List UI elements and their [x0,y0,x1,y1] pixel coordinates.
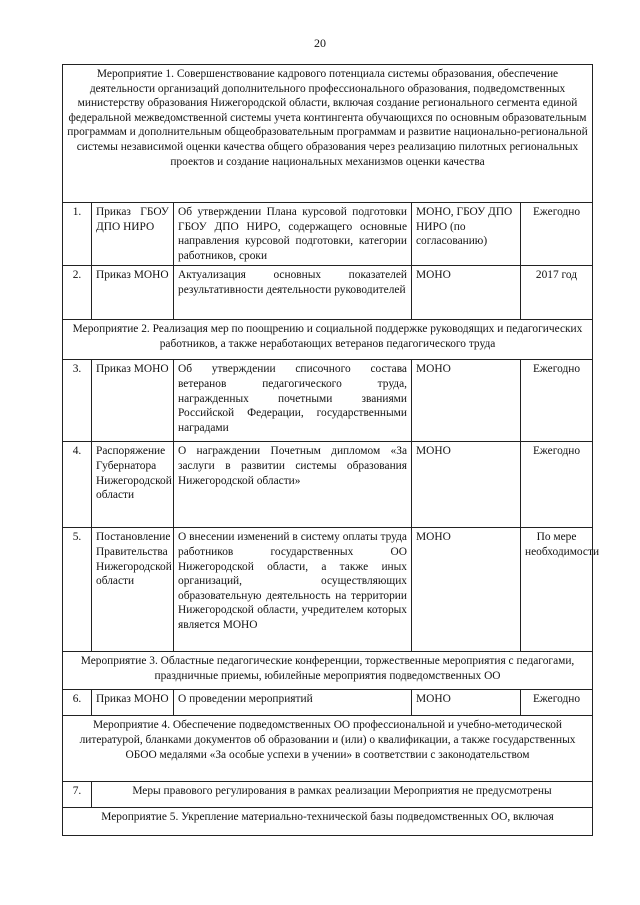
row-document-type: Приказ МОНО [92,690,174,716]
row-document-type: Постановление Правительства Нижегородской области [92,528,174,652]
section-header: Мероприятие 2. Реализация мер по поощрению и социальной поддержке руководящих и педагогических работников, а также неработающих ветеранов педагогического труда [63,320,593,360]
row-number: 5. [63,528,92,652]
row-responsible: МОНО [412,528,521,652]
table-row [63,203,593,266]
section-header: Мероприятие 5. Укрепление материально-технической базы подведомственных ОО, включая [63,808,593,836]
table-row [63,690,593,716]
row-description: Об утверждении списочного состава ветеранов педагогического труда, награжденных почетными званиями Российской Федерации, государственными наградами [174,360,412,442]
table-row [63,266,593,320]
row-responsible: МОНО [412,690,521,716]
row-document-type: Приказ ГБОУ ДПО НИРО [92,203,174,266]
page-number: 20 [314,36,326,50]
row-merged-text: Меры правового регулирования в рамках реализации Мероприятия не предусмотрены [92,782,593,808]
section-header-row [63,652,593,690]
row-responsible: МОНО [412,266,521,320]
table-row [63,528,593,652]
row-document-type: Приказ МОНО [92,266,174,320]
section-header: Мероприятие 4. Обеспечение подведомственных ОО профессиональной и учебно-методической литературой, бланками документов об образовании и (или) о квалификации, а также государственных ОБОО медалями «За особые успехи в учении» в соответствии с законодательством [63,716,593,782]
row-document-type: Приказ МОНО [92,360,174,442]
row-responsible: МОНО [412,442,521,528]
row-term: Ежегодно [521,442,593,528]
row-description: Актуализация основных показателей результативности деятельности руководителей [174,266,412,320]
section-header: Мероприятие 3. Областные педагогические конференции, торжественные мероприятия с педагогами, праздничные приемы, юбилейные мероприятия подведомственных ОО [63,652,593,690]
row-term: 2017 год [521,266,593,320]
row-number: 4. [63,442,92,528]
table-row [63,782,593,808]
table-row [63,442,593,528]
row-description: Об утверждении Плана курсовой подготовки ГБОУ ДПО НИРО, содержащего основные направления курсовой подготовки, категории работников, сроки [174,203,412,266]
row-term: Ежегодно [521,360,593,442]
section-header-row [63,716,593,782]
row-description: О проведении мероприятий [174,690,412,716]
row-description: О внесении изменений в систему оплаты труда работников государственных ОО Нижегородской области, а также иных организаций, осуществляющих образовательную деятельность на территории Нижегородской области, учредителем которых является МОНО [174,528,412,652]
row-number: 3. [63,360,92,442]
table-row [63,360,593,442]
section-header-row [63,65,593,203]
row-number: 6. [63,690,92,716]
row-description: О награждении Почетным дипломом «За заслуги в развитии системы образования Нижегородской области» [174,442,412,528]
row-term: Ежегодно [521,690,593,716]
section-header-row [63,320,593,360]
row-responsible: МОНО [412,360,521,442]
section-header-row [63,808,593,836]
row-term: Ежегодно [521,203,593,266]
measures-table [62,64,600,836]
row-number: 2. [63,266,92,320]
row-number: 7. [63,782,92,808]
row-document-type: Распоряжение Губернатора Нижегородской области [92,442,174,528]
row-term: По мере необходимости [521,528,593,652]
section-header: Мероприятие 1. Совершенствование кадрового потенциала системы образования, обеспечение деятельности организаций дополнительного профессионального образования, подведомственных министерству образования Нижегородской области, включая создание регионального сегмента единой федеральной межведомственной системы учета контингента обучающихся по основным образовательным программам и дополнительным общеобразовательным программам и развитие национально-региональной системы независимой оценки качества общего образования через реализацию пилотных региональных проектов и создание национальных механизмов оценки качества [63,65,593,203]
row-number: 1. [63,203,92,266]
row-responsible: МОНО, ГБОУ ДПО НИРО (по согласованию) [412,203,521,266]
